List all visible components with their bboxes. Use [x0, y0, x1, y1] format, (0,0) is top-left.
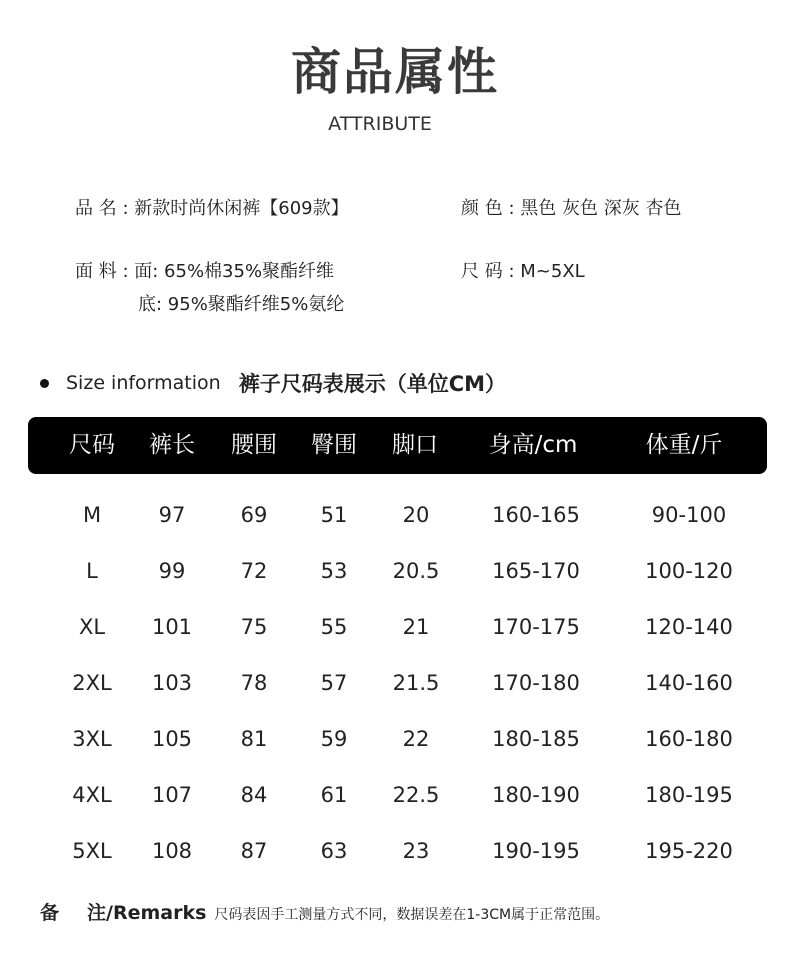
table-cell: 51: [320, 503, 348, 527]
table-cell: 101: [151, 615, 193, 639]
table-cell: 57: [320, 671, 348, 695]
header-cell-hem: 脚口: [392, 432, 438, 458]
remarks-label-b: 注/Remarks: [87, 902, 207, 924]
page-subtitle: ATTRIBUTE: [328, 113, 432, 135]
table-cell: XL: [78, 615, 106, 639]
attr-color-label: 颜 色 :: [461, 198, 515, 219]
table-cell: 20: [402, 503, 430, 527]
page-title: 商品属性: [291, 43, 499, 101]
table-cell: 120-140: [645, 615, 733, 639]
header-cell-hip: 臀围: [311, 432, 357, 458]
table-cell: 63: [320, 839, 348, 863]
size-label-cn: 裤子尺码表展示（单位CM）: [238, 372, 507, 396]
header-cell-height: 身高/cm: [488, 432, 578, 458]
header-cell-length: 裤长: [149, 432, 195, 458]
table-cell: 61: [320, 783, 348, 807]
table-cell: 78: [240, 671, 268, 695]
table-cell: M: [82, 503, 102, 527]
remarks-label: [40, 898, 206, 925]
table-cell: 55: [320, 615, 348, 639]
header-cell-weight: 体重/斤: [645, 432, 723, 458]
table-cell: 103: [151, 671, 193, 695]
table-row: [0, 556, 790, 586]
table-cell: 2XL: [72, 671, 112, 695]
table-cell: 170-175: [492, 615, 580, 639]
table-cell: L: [86, 559, 98, 583]
remarks-note: [40, 898, 609, 925]
remarks-text: 尺码表因手工测量方式不同，数据误差在1-3CM属于正常范围。: [214, 907, 610, 923]
table-row: [0, 668, 790, 698]
table-cell: 90-100: [651, 503, 727, 527]
table-row: [0, 780, 790, 810]
remarks-label-a: 备: [40, 902, 60, 924]
table-cell: 20.5: [392, 559, 440, 583]
table-row: [0, 612, 790, 642]
table-cell: 5XL: [72, 839, 112, 863]
bullet-icon: [40, 379, 49, 388]
table-cell: 105: [151, 727, 193, 751]
table-cell: 22.5: [392, 783, 440, 807]
header-cell-waist: 腰围: [231, 432, 277, 458]
table-row: [0, 724, 790, 754]
attr-name: [75, 197, 349, 221]
table-cell: 84: [240, 783, 268, 807]
attr-name-value: 新款时尚休闲裤【609款】: [134, 198, 349, 219]
table-row: [0, 500, 790, 530]
attr-fabric-value-1: 面: 65%棉35%聚酯纤维: [134, 261, 335, 282]
attr-fabric: [75, 260, 334, 284]
table-cell: 87: [240, 839, 268, 863]
header-cell-size: 尺码: [69, 432, 115, 458]
table-cell: 97: [158, 503, 186, 527]
attr-color-value: 黑色 灰色 深灰 杏色: [520, 198, 682, 219]
table-cell: 195-220: [645, 839, 733, 863]
table-cell: 99: [158, 559, 186, 583]
table-cell: 170-180: [492, 671, 580, 695]
attr-size-value: M~5XL: [520, 261, 585, 282]
attr-fabric-value-2: 底: 95%聚酯纤维5%氨纶: [138, 294, 345, 315]
table-cell: 75: [240, 615, 268, 639]
attr-name-label: 品 名 :: [75, 198, 129, 219]
table-cell: 107: [151, 783, 193, 807]
table-cell: 165-170: [492, 559, 580, 583]
table-cell: 190-195: [492, 839, 580, 863]
table-cell: 160-180: [645, 727, 733, 751]
table-cell: 59: [320, 727, 348, 751]
size-table-header: [28, 417, 767, 474]
table-cell: 21: [402, 615, 430, 639]
table-cell: 23: [402, 839, 430, 863]
attr-size: [461, 260, 585, 284]
table-cell: 22: [402, 727, 430, 751]
table-cell: 69: [240, 503, 268, 527]
table-cell: 21.5: [392, 671, 440, 695]
table-cell: 53: [320, 559, 348, 583]
table-cell: 3XL: [72, 727, 112, 751]
table-cell: 140-160: [645, 671, 733, 695]
table-cell: 72: [240, 559, 268, 583]
table-cell: 81: [240, 727, 268, 751]
size-label-en: Size information: [66, 372, 221, 394]
table-cell: 180-185: [492, 727, 580, 751]
size-section-heading: [40, 370, 506, 396]
table-cell: 160-165: [492, 503, 580, 527]
attr-fabric-label: 面 料 :: [75, 261, 129, 282]
table-cell: 180-195: [645, 783, 733, 807]
attr-size-label: 尺 码 :: [461, 261, 515, 282]
table-cell: 108: [151, 839, 193, 863]
table-cell: 180-190: [492, 783, 580, 807]
attr-color: [461, 197, 681, 221]
table-cell: 100-120: [645, 559, 733, 583]
table-cell: 4XL: [72, 783, 112, 807]
table-row: [0, 836, 790, 866]
